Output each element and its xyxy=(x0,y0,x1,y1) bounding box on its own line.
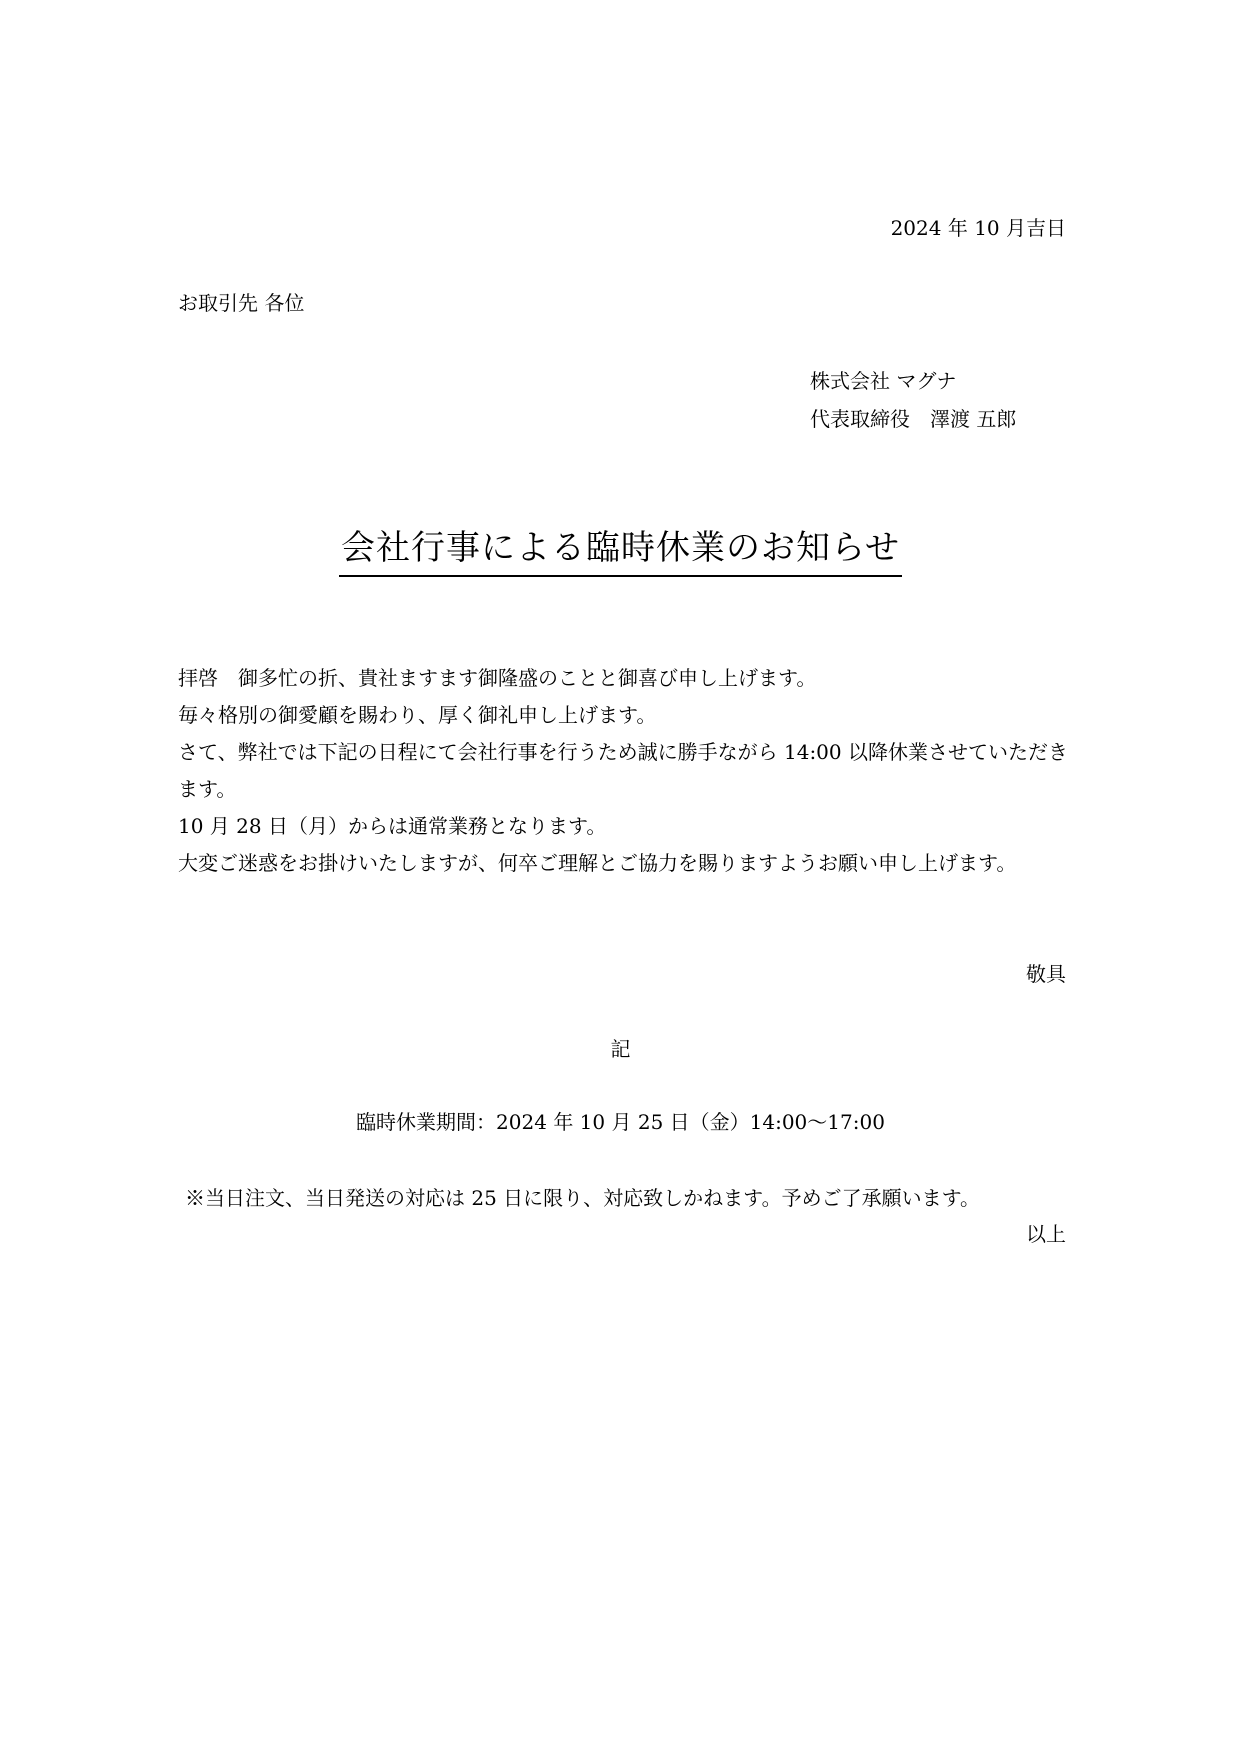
document-date: 2024 年 10 月吉日 xyxy=(890,216,1066,240)
closing-keigu: 敬具 xyxy=(1026,962,1066,986)
closure-period: 臨時休業期間：2024 年 10 月 25 日（金）14:00～17:00 xyxy=(356,1110,885,1134)
sender-representative: 代表取締役 澤渡 五郎 xyxy=(810,407,1017,431)
sender-company: 株式会社 マグナ xyxy=(810,369,957,393)
body-paragraph: 10 月 28 日（月）からは通常業務となります。 xyxy=(178,814,607,838)
document-title-wrapper xyxy=(0,520,1241,577)
ki-heading: 記 xyxy=(610,1037,631,1061)
body-paragraph: 毎々格別の御愛顧を賜わり、厚く御礼申し上げます。 xyxy=(178,703,657,727)
sender-block xyxy=(810,362,1016,438)
body-text xyxy=(178,660,1068,882)
recipient: お取引先 各位 xyxy=(178,291,305,315)
body-paragraph: 大変ご迷惑をお掛けいたしますが、何卒ご理解とご協力を賜りますようお願い申し上げます。 xyxy=(178,851,1017,875)
closure-note: ※当日注文、当日発送の対応は 25 日に限り、対応致しかねます。予めご了承願います。 xyxy=(185,1186,980,1210)
closing-ijo: 以上 xyxy=(1026,1222,1066,1246)
body-paragraph: 拝啓 御多忙の折、貴社ますます御隆盛のことと御喜び申し上げます。 xyxy=(178,666,817,690)
body-paragraph: さて、弊社では下記の日程にて会社行事を行うため誠に勝手ながら 14:00 以降休業させていただきます。 xyxy=(178,740,1068,801)
document-title: 会社行事による臨時休業のお知らせ xyxy=(339,520,902,577)
